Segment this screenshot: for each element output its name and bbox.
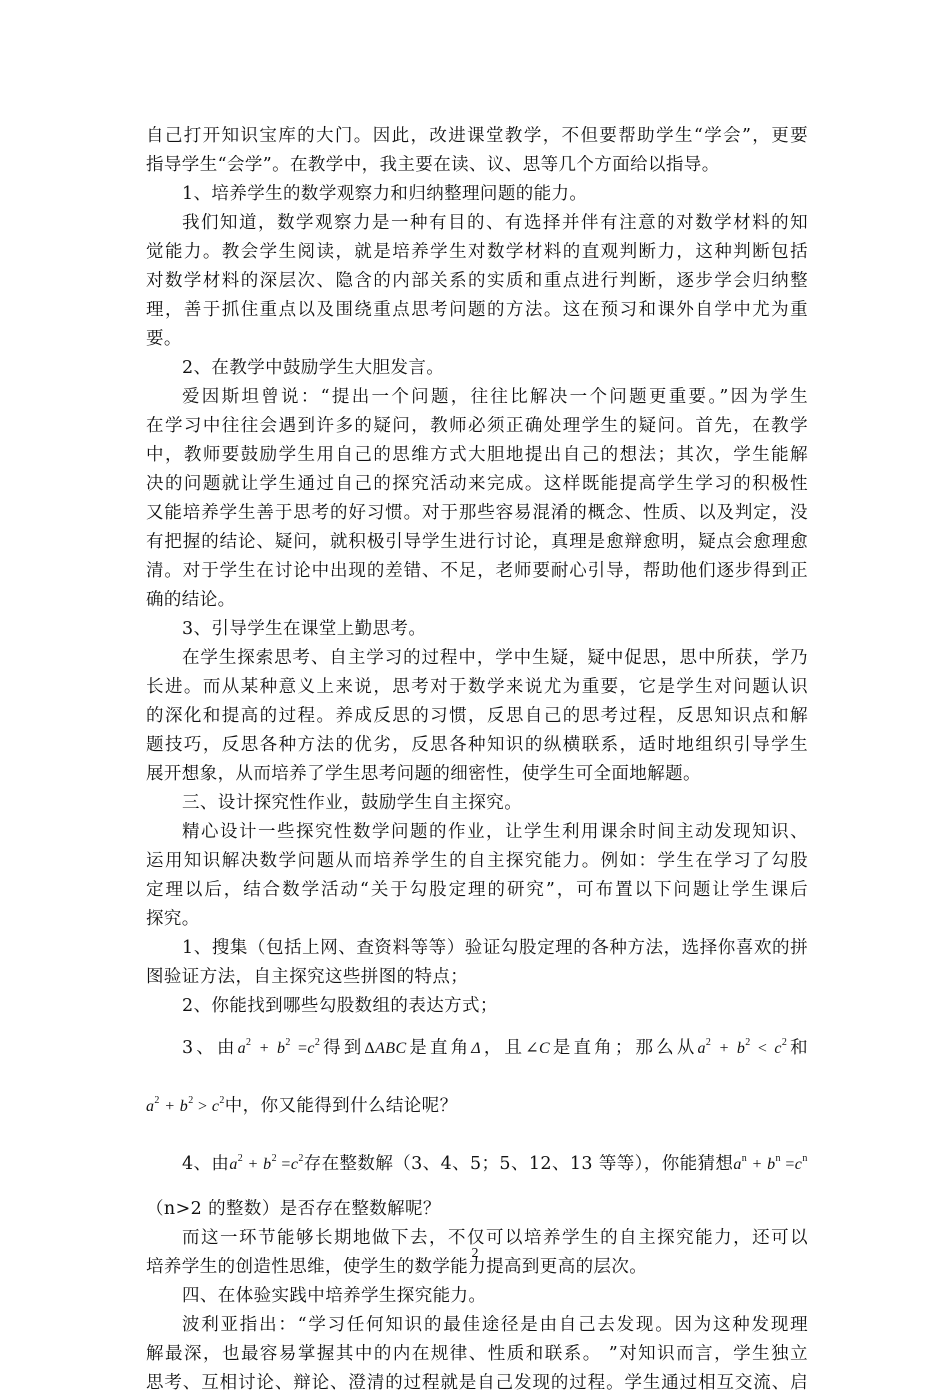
equation-pythagorean: $a^2 + b^2 =c^2$ — [229, 1153, 304, 1173]
question-4-continuation: （n>2 的整数）是否存在整数解呢？ — [146, 1199, 441, 1219]
text-line: 在学习中往往会遇到许多的疑问，教师必须正确处理学生的疑问。首先，在教学 — [146, 416, 808, 436]
text-line: 长进。而从某种意义上来说，思考对于数学来说尤为重要，它是学生对问题认识 — [146, 677, 808, 697]
text-line: 确的结论。 — [146, 590, 236, 610]
text-line: 1、搜集（包括上网、查资料等等）验证勾股定理的各种方法，选择你喜欢的拼 — [182, 938, 808, 958]
section-heading: 四、在体验实践中培养学生探究能力。 — [182, 1286, 487, 1306]
inequality-less: $a^2 + b^2 < c^2$ — [697, 1037, 788, 1057]
text-line: 在学生探索思考、自主学习的过程中，学中生疑，疑中促思，思中所获，学乃 — [182, 648, 808, 668]
section-heading: 3、引导学生在课堂上勤思考。 — [182, 619, 427, 639]
question-3-line: 3、由$a^2 + b^2 =c^2$得到ΔABC是直角Δ，且∠C是直角；那么从$a^2 + b^2 < c^2$和 — [182, 1037, 808, 1058]
inequality-greater: $a^2 + b^2 > c^2$ — [146, 1095, 225, 1115]
text-line: 又能培养学生善于思考的好习惯。对于那些容易混淆的概念、性质、以及判定，没 — [146, 503, 808, 523]
text-line: 决的问题就让学生通过自己的探究活动来完成。这样既能提高学生学习的积极性 — [146, 474, 808, 494]
triangle-symbol: Δ — [471, 1040, 482, 1057]
text-line: 图验证方法，自主探究这些拼图的特点； — [146, 967, 469, 987]
section-heading: 1、培养学生的数学观察力和归纳整理问题的能力。 — [182, 184, 588, 204]
text-line: 运用知识解决数学问题从而培养学生的自主探究能力。例如：学生在学习了勾股 — [146, 851, 808, 871]
text-line: 觉能力。教会学生阅读，就是培养学生对数学材料的直观判断力，这种判断包括 — [146, 242, 808, 262]
text-line: 指导学生“会学”。在教学中，我主要在读、议、思等几个方面给以指导。 — [146, 155, 720, 175]
text-line: 爱因斯坦曾说：“提出一个问题，往往比解决一个问题更重要。”因为学生 — [182, 387, 808, 407]
text-line: 探究。 — [146, 909, 200, 929]
text-line: 有把握的结论、疑问，就积极引导学生进行讨论，真理是愈辩愈明，疑点会愈理愈 — [146, 532, 808, 552]
equation-fermat: $a^n + b^n =c^n$ — [733, 1153, 808, 1173]
text-line: 理，善于抓住重点以及围绕重点思考问题的方法。这在预习和课外自学中尤为重 — [146, 300, 808, 320]
text-line: 我们知道，数学观察力是一种有目的、有选择并伴有注意的对数学材料的知 — [182, 213, 808, 233]
text-line: 定理以后，结合数学活动“关于勾股定理的研究”，可布置以下问题让学生课后 — [146, 880, 808, 900]
text-line: 要。 — [146, 329, 182, 349]
triangle-abc: ΔABC — [364, 1040, 407, 1057]
page-number: 2 — [471, 1246, 479, 1261]
text-line: 2、你能找到哪些勾股数组的表达方式； — [182, 996, 498, 1016]
section-heading: 三、设计探究性作业，鼓励学生自主探究。 — [182, 793, 523, 813]
section-heading: 2、在教学中鼓励学生大胆发言。 — [182, 358, 445, 378]
text-line: 精心设计一些探究性数学问题的作业，让学生利用课余时间主动发现知识、 — [182, 822, 808, 842]
text-line: 题技巧，反思各种方法的优劣，反思各种知识的纵横联系，适时地组织引导学生 — [146, 735, 808, 755]
text-line: 思考、互相讨论、辩论、澄清的过程就是自己发现的过程。学生通过相互交流、启 — [146, 1373, 808, 1393]
text-line: 而这一环节能够长期地做下去，不仅可以培养学生的自主探究能力，还可以 — [182, 1228, 808, 1248]
text-line: 清。对于学生在讨论中出现的差错、不足，老师要耐心引导，帮助他们逐步得到正 — [146, 561, 808, 581]
body-text — [146, 122, 808, 1398]
text-line: 对数学材料的深层次、隐含的内部关系的实质和重点进行判断，逐步学会归纳整 — [146, 271, 808, 291]
angle-c: ∠C — [525, 1040, 551, 1057]
text-line: 展开想象，从而培养了学生思考问题的细密性，使学生可全面地解题。 — [146, 764, 701, 784]
question-4-line: 4、由$a^2 + b^2 =c^2$存在整数解（3、4、5；5、12、13 等等），你能猜想$a^n + b^n =c^n$ — [182, 1153, 808, 1174]
text-line: 的深化和提高的过程。养成反思的习惯，反思自己的思考过程，反思知识点和解 — [146, 706, 808, 726]
equation-pythagorean: $a^2 + b^2 =c^2$ — [237, 1037, 321, 1057]
question-3-continuation: $a^2 + b^2 > c^2$中，你又能得到什么结论呢？ — [146, 1095, 458, 1116]
text-line: 培养学生的创造性思维，使学生的数学能力提高到更高的层次。 — [146, 1257, 648, 1277]
text-line: 波利亚指出：“学习任何知识的最佳途径是由自己去发现。因为这种发现理 — [182, 1315, 808, 1335]
text-line: 中，教师要鼓励学生用自己的思维方式大胆地提出自己的想法；其次，学生能解 — [146, 445, 808, 465]
text-line: 自己打开知识宝库的大门。因此，改进课堂教学，不但要帮助学生“学会”，更要 — [146, 126, 808, 146]
text-line: 解最深，也最容易掌握其中的内在规律、性质和联系。 ”对知识而言，学生独立 — [146, 1344, 808, 1364]
